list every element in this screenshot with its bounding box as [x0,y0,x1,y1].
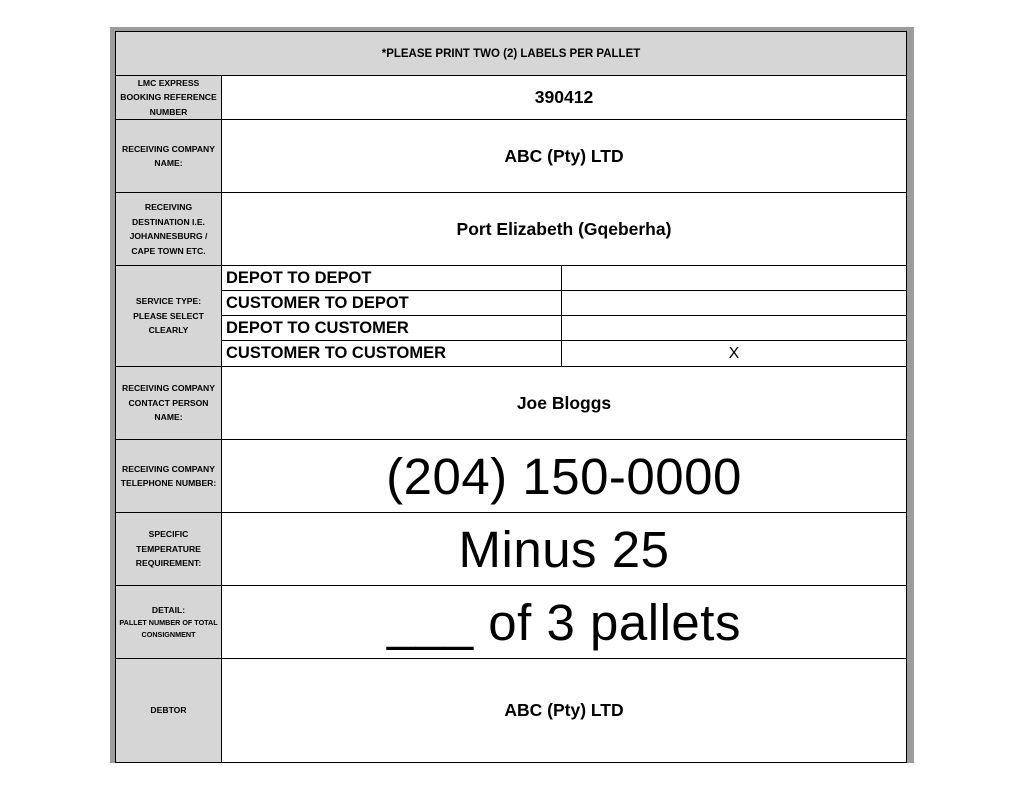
service-option-mark [562,316,906,340]
service-option-name: CUSTOMER TO CUSTOMER [222,341,562,366]
service-option-mark: X [728,344,740,362]
form-header: *PLEASE PRINT TWO (2) LABELS PER PALLET [116,32,906,76]
destination-label: RECEIVING DESTINATION I.E. JOHANNESBURG / CAPE TOWN ETC. [116,193,222,265]
booking-row [116,76,906,120]
contact-label: RECEIVING COMPANY CONTACT PERSON NAME: [116,367,222,439]
temperature-value: Minus 25 [458,520,670,578]
detail-label-subtitle: PALLET NUMBER OF TOTAL CONSIGNMENT [119,618,218,640]
detail-row [116,586,906,659]
debtor-value: ABC (Pty) LTD [504,700,624,720]
destination-row [116,193,906,266]
service-option-name: DEPOT TO DEPOT [222,266,562,290]
booking-label: LMC EXPRESS BOOKING REFERENCE NUMBER [116,76,222,119]
booking-value: 390412 [534,87,594,107]
telephone-row [116,440,906,513]
service-option-name: DEPOT TO CUSTOMER [222,316,562,340]
destination-value: Port Elizabeth (Gqeberha) [456,218,672,239]
pallet-label-form [115,31,907,763]
service-option-mark [562,266,906,290]
debtor-label: DEBTOR [116,659,222,762]
debtor-row [116,659,906,762]
company-label: RECEIVING COMPANY NAME: [116,120,222,192]
detail-label-title: DETAIL: [151,604,186,615]
temperature-row [116,513,906,586]
telephone-value: (204) 150-0000 [386,447,742,505]
telephone-label: RECEIVING COMPANY TELEPHONE NUMBER: [116,440,222,512]
service-option [222,316,906,341]
service-option-mark [562,291,906,315]
company-row [116,120,906,193]
service-option [222,266,906,291]
detail-value: ___ of 3 pallets [387,593,741,651]
temperature-label: SPECIFIC TEMPERATURE REQUIREMENT: [116,513,222,585]
service-option-name: CUSTOMER TO DEPOT [222,291,562,315]
service-row [116,266,906,367]
service-option [222,291,906,316]
contact-value: Joe Bloggs [516,392,612,413]
service-options [222,266,906,366]
contact-row [116,367,906,440]
company-value: ABC (Pty) LTD [504,145,624,166]
detail-label [116,586,222,658]
service-option [222,341,906,366]
service-label: SERVICE TYPE: PLEASE SELECT CLEARLY [116,266,222,366]
